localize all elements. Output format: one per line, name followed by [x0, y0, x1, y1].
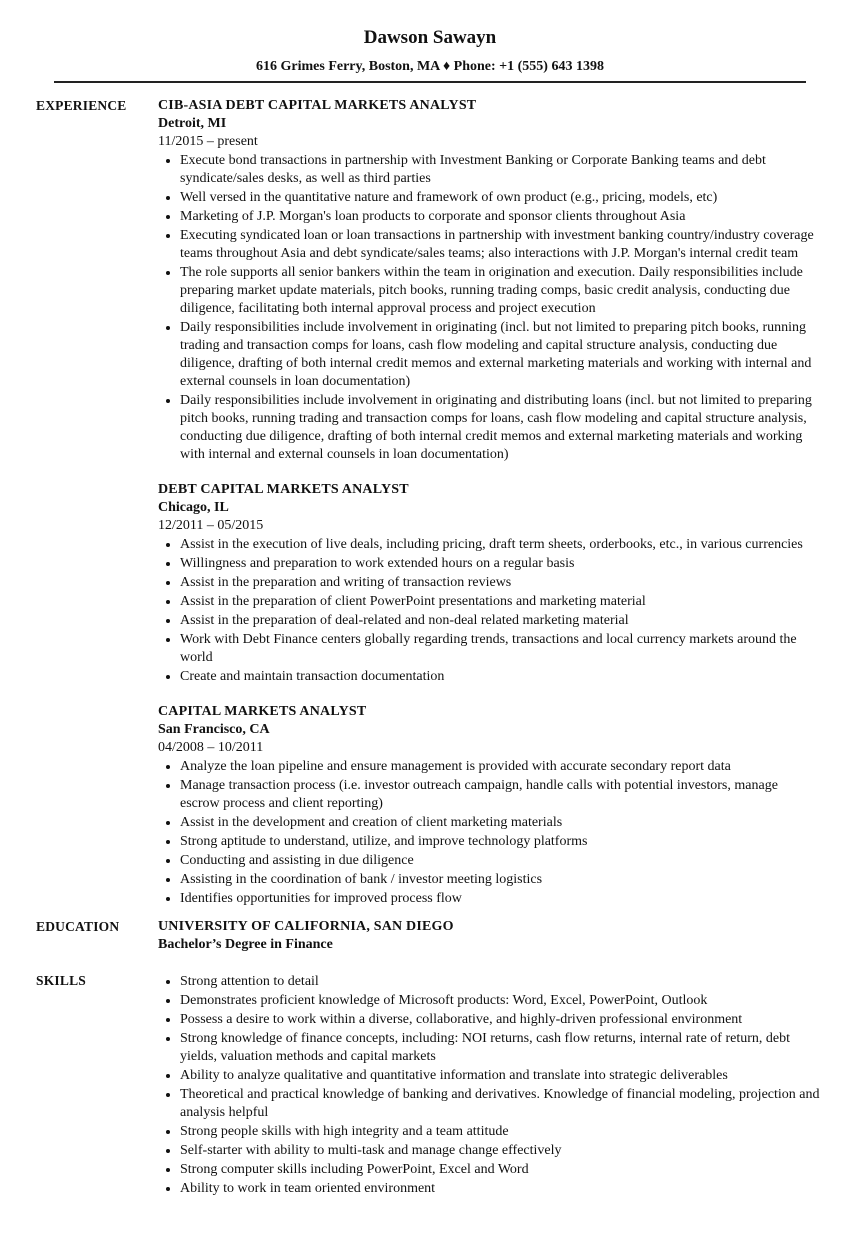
job-title: CIB-ASIA DEBT CAPITAL MARKETS ANALYST	[158, 98, 477, 113]
job-location: San Francisco, CA	[158, 722, 270, 737]
job-bullets	[158, 535, 820, 686]
skills-body	[158, 972, 820, 1198]
bullet-item: • Conducting and assisting in due diligence	[180, 851, 820, 870]
job-location: Chicago, IL	[158, 500, 229, 515]
bullet-item: • Willingness and preparation to work extended hours on a regular basis	[180, 554, 820, 573]
bullet-item: • Assist in the preparation of deal-related and non-deal related marketing material	[180, 611, 820, 630]
skill-item: • Strong computer skills including PowerPoint, Excel and Word	[180, 1160, 820, 1179]
education-section	[0, 918, 860, 954]
education-body	[158, 918, 820, 954]
skill-item: • Strong attention to detail	[180, 972, 820, 991]
job-bullets	[158, 151, 820, 464]
bullet-item: • Daily responsibilities include involvement in originating (incl. but not limited to preparing pitch books, running trading and transaction comps for loans, cash flow modeling and capital structure analysis, conducting due diligence, drafting of both internal credit memos and external marketing materials and working with internal and external counsels in loan documentation)	[180, 318, 820, 391]
skill-item: • Self-starter with ability to multi-task and manage change effectively	[180, 1141, 820, 1160]
bullet-item: • Execute bond transactions in partnership with Investment Banking or Corporate Banking teams and debt syndicate/sales desks, as well as third parties	[180, 151, 820, 188]
job-title: DEBT CAPITAL MARKETS ANALYST	[158, 482, 409, 497]
bullet-item: • Assist in the preparation and writing of transaction reviews	[180, 573, 820, 592]
bullet-item: • Well versed in the quantitative nature and framework of own product (e.g., pricing, models, etc)	[180, 188, 820, 207]
section-label-experience: EXPERIENCE	[36, 98, 127, 113]
job-dates: 04/2008 – 10/2011	[158, 740, 264, 755]
skill-item: • Possess a desire to work within a diverse, collaborative, and highly-driven professional environment	[180, 1010, 820, 1029]
bullet-item: • Assist in the execution of live deals, including pricing, draft term sheets, orderbooks, etc., in various currencies	[180, 535, 820, 554]
bullet-item: • Assist in the development and creation of client marketing materials	[180, 813, 820, 832]
bullet-item: • Work with Debt Finance centers globally regarding trends, transactions and local currency markets around the world	[180, 630, 820, 667]
bullet-item: • Marketing of J.P. Morgan's loan products to corporate and sponsor clients throughout Asia	[180, 207, 820, 226]
bullet-item: • Analyze the loan pipeline and ensure management is provided with accurate secondary report data	[180, 757, 820, 776]
skill-item: • Strong knowledge of finance concepts, including: NOI returns, cash flow returns, internal rate of return, debt yields, valuation methods and capital markets	[180, 1029, 820, 1066]
bullet-item: • Assisting in the coordination of bank / investor meeting logistics	[180, 870, 820, 889]
experience-section	[0, 97, 860, 908]
bullet-item: • Strong aptitude to understand, utilize, and improve technology platforms	[180, 832, 820, 851]
resume-header	[0, 0, 860, 76]
bullet-item: • Assist in the preparation of client PowerPoint presentations and marketing material	[180, 592, 820, 611]
job-entry	[158, 481, 820, 686]
bullet-item: • The role supports all senior bankers within the team in origination and execution. Daily responsibilities include preparing market update materials, pitch books, running trading comps, basic credit analysis, conducting due diligence, facilitating both internal approval process and project execution	[180, 263, 820, 318]
school-name: UNIVERSITY OF CALIFORNIA, SAN DIEGO	[158, 919, 454, 934]
skill-item: • Ability to analyze qualitative and quantitative information and translate into strategic deliverables	[180, 1066, 820, 1085]
bullet-item: • Executing syndicated loan or loan transactions in partnership with investment banking country/industry coverage teams throughout Asia and debt syndicate/sales teams; also interactions with J.P. Morgan's internal credit team	[180, 226, 820, 263]
candidate-name: Dawson Sawayn	[363, 27, 497, 48]
skill-item: • Demonstrates proficient knowledge of Microsoft products: Word, Excel, PowerPoint, Outlook	[180, 991, 820, 1010]
degree: Bachelor’s Degree in Finance	[158, 937, 333, 952]
job-bullets	[158, 757, 820, 908]
bullet-item: • Daily responsibilities include involvement in originating and distributing loans (incl. but not limited to preparing pitch books, running trading and transaction comps for loans, cash flow modeling and capital structure analysis, conducting due diligence, drafting of both internal credit memos and external marketing materials and working with internal and external counsels in loan documentation)	[180, 391, 820, 464]
skill-item: • Ability to work in team oriented environment	[180, 1179, 820, 1198]
experience-body	[158, 97, 820, 908]
job-entry	[158, 97, 820, 464]
section-label-skills: SKILLS	[36, 973, 86, 988]
skill-item: • Theoretical and practical knowledge of banking and derivatives. Knowledge of financial modeling, projection and analysis helpful	[180, 1085, 820, 1122]
skills-list	[158, 972, 820, 1198]
section-label-education: EDUCATION	[36, 919, 120, 934]
job-title: CAPITAL MARKETS ANALYST	[158, 704, 367, 719]
header-divider	[54, 81, 806, 83]
job-dates: 12/2011 – 05/2015	[158, 518, 264, 533]
job-entry	[158, 703, 820, 908]
bullet-item: • Create and maintain transaction documentation	[180, 667, 820, 686]
bullet-item: • Manage transaction process (i.e. investor outreach campaign, handle calls with potential investors, manage escrow process and client reporting)	[180, 776, 820, 813]
skills-section	[0, 972, 860, 1198]
job-location: Detroit, MI	[158, 116, 227, 131]
contact-line: 616 Grimes Ferry, Boston, MA ♦ Phone: +1 (555) 643 1398	[256, 59, 604, 74]
skill-item: • Strong people skills with high integrity and a team attitude	[180, 1122, 820, 1141]
bullet-item: • Identifies opportunities for improved process flow	[180, 889, 820, 908]
job-dates: 11/2015 – present	[158, 134, 258, 149]
